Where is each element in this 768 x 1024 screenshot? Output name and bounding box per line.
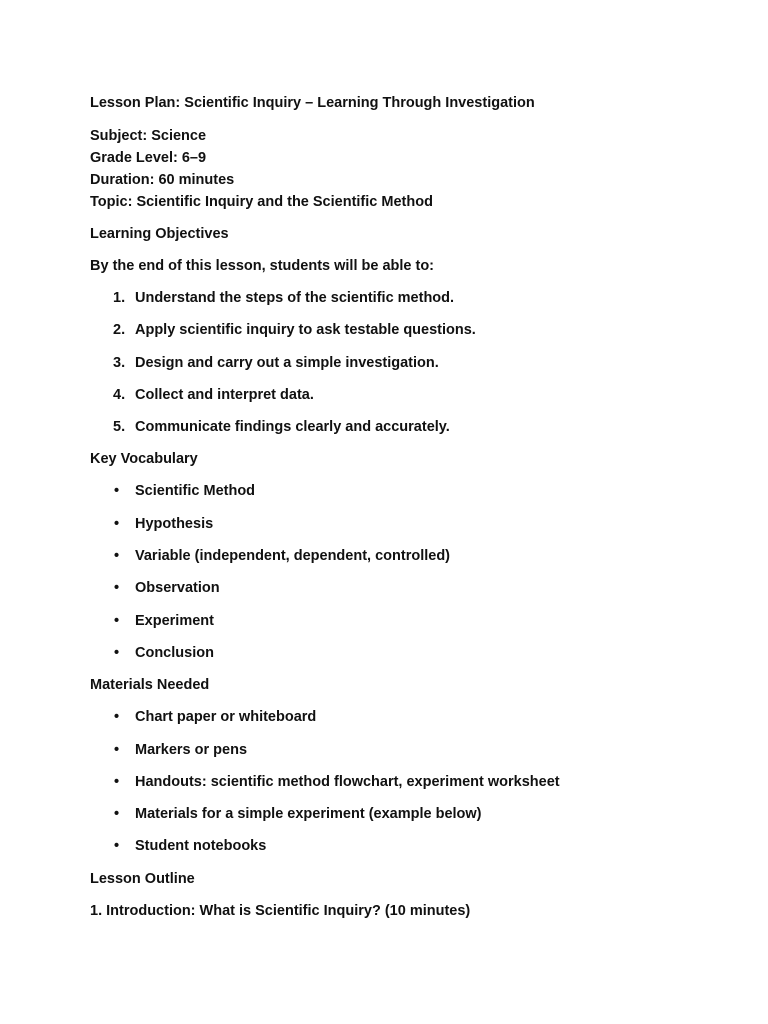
bullet-icon: • [114,838,120,855]
objective-text: Understand the steps of the scientific method. [135,290,455,306]
vocabulary-list [90,481,730,662]
objective-item [90,417,730,437]
bullet-icon: • [114,709,120,726]
materials-list [90,707,730,856]
list-number: 3. [113,354,126,371]
vocabulary-text: Scientific Method [135,483,256,500]
meta-topic: Topic: Scientific Inquiry and the Scientific Method [90,194,433,210]
list-number: 5. [113,419,126,436]
bullet-icon: • [114,741,120,758]
vocabulary-item [90,578,730,598]
vocabulary-item [90,643,730,663]
objective-text: Design and carry out a simple investigation. [135,354,439,371]
objective-text: Apply scientific inquiry to ask testable questions. [135,322,476,339]
outline-heading: Lesson Outline [90,870,195,887]
materials-text: Markers or pens [135,741,248,758]
meta-subject: Subject: Science [90,128,207,144]
meta-duration: Duration: 60 minutes [90,172,235,188]
materials-item [90,772,730,792]
materials-text: Materials for a simple experiment (example below) [135,806,482,823]
vocabulary-item [90,514,730,534]
objective-item [90,353,730,373]
bullet-icon: • [114,483,120,500]
objectives-list [90,288,730,437]
vocabulary-heading: Key Vocabulary [90,451,198,468]
vocabulary-text: Experiment [135,612,214,629]
outline-section-title: 1. Introduction: What is Scientific Inquiry? (10 minutes) [90,902,471,919]
materials-item [90,836,730,856]
objective-item [90,288,730,308]
vocabulary-item [90,481,730,501]
materials-item [90,707,730,727]
meta-grade-level: Grade Level: 6–9 [90,150,207,166]
bullet-icon: • [114,644,120,661]
bullet-icon: • [114,515,120,532]
vocabulary-text: Hypothesis [135,515,214,532]
bullet-icon: • [114,612,120,629]
vocabulary-item [90,546,730,566]
objective-text: Collect and interpret data. [135,386,314,403]
vocabulary-item [90,611,730,631]
bullet-icon: • [114,773,120,790]
document-page [90,93,730,921]
bullet-icon: • [114,806,120,823]
bullet-icon: • [114,580,120,597]
list-number: 1. [113,290,126,306]
materials-item [90,804,730,824]
objectives-heading: Learning Objectives [90,226,229,242]
materials-text: Handouts: scientific method flowchart, experiment worksheet [135,773,560,790]
vocabulary-text: Conclusion [135,644,214,661]
list-number: 2. [113,322,126,339]
materials-text: Chart paper or whiteboard [135,709,317,726]
vocabulary-text: Variable (independent, dependent, controlled) [135,548,451,565]
list-number: 4. [113,386,126,403]
vocabulary-text: Observation [135,580,220,597]
objective-text: Communicate findings clearly and accurately. [135,419,450,436]
bullet-icon: • [114,548,120,565]
materials-item [90,740,730,760]
document-title: Lesson Plan: Scientific Inquiry – Learning Through Investigation [90,95,535,111]
objective-item [90,320,730,340]
materials-text: Student notebooks [135,838,267,855]
objectives-intro: By the end of this lesson, students will be able to: [90,258,435,274]
materials-heading: Materials Needed [90,677,210,694]
objective-item [90,385,730,405]
lesson-meta [90,125,730,213]
